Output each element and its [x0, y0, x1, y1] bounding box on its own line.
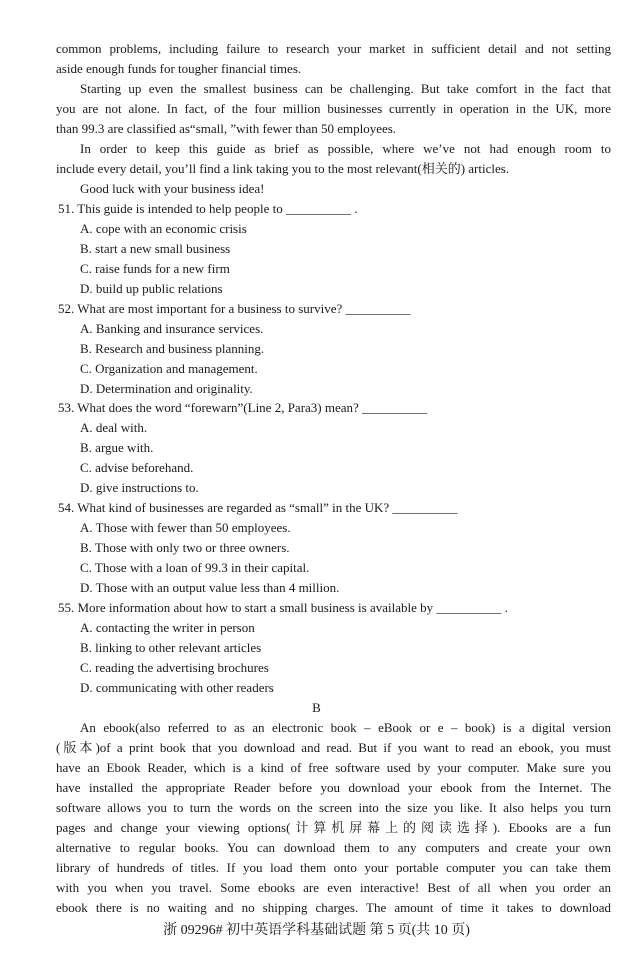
question-stem: 53. What does the word “forewarn”(Line 2, Para3) mean? __________ [58, 400, 428, 415]
option-d[interactable]: D. Those with an output value less than 4 million. [80, 580, 340, 595]
question-stem: 51. This guide is intended to help people to __________ . [58, 201, 358, 216]
option-c[interactable]: C. advise beforehand. [80, 460, 194, 475]
option-c[interactable]: C. reading the advertising brochures [80, 660, 269, 675]
option-a[interactable]: A. Banking and insurance services. [80, 321, 264, 336]
passage-line: pages and change your viewing options(计算机屏幕上的阅读选择). Ebooks are a fun [56, 820, 611, 835]
passage-line: An ebook(also referred to as an electronic book – eBook or e – book) is a digital version [80, 720, 611, 735]
passage-line: library of hundreds of titles. If you load them onto your portable computer you can take them [56, 860, 611, 875]
option-a[interactable]: A. Those with fewer than 50 employees. [80, 520, 291, 535]
passage-line: alternative to regular books. You can download them to any computers and create your own [56, 840, 611, 855]
passage-line: you are not alone. In fact, of the four million businesses currently in operation in the UK, more [56, 101, 611, 116]
passage-line: aside enough funds for tougher financial times. [56, 61, 302, 76]
option-d[interactable]: D. communicating with other readers [80, 680, 274, 695]
option-d[interactable]: D. give instructions to. [80, 480, 199, 495]
option-a[interactable]: A. contacting the writer in person [80, 620, 255, 635]
option-b[interactable]: B. Those with only two or three owners. [80, 540, 290, 555]
option-c[interactable]: C. raise funds for a new firm [80, 261, 230, 276]
option-a[interactable]: A. cope with an economic crisis [80, 221, 247, 236]
passage-line: have installed the appropriate Reader before you download your ebook from the Internet. The [56, 780, 611, 795]
passage-line: with you when you travel. Some ebooks are even interactive! Best of all when you order an [56, 880, 611, 895]
option-c[interactable]: C. Those with a loan of 99.3 in their capital. [80, 560, 310, 575]
option-b[interactable]: B. linking to other relevant articles [80, 640, 262, 655]
passage-line: Starting up even the smallest business can be challenging. But take comfort in the fact that [80, 81, 611, 96]
option-d[interactable]: D. build up public relations [80, 281, 223, 296]
question-stem: 55. More information about how to start a small business is available by __________ . [58, 600, 508, 615]
passage-line: In order to keep this guide as brief as possible, where we’ve not had enough room to [80, 141, 611, 156]
page-footer: 浙 09296# 初中英语学科基础试题 第 5 页(共 10 页) [163, 923, 470, 938]
option-c[interactable]: C. Organization and management. [80, 361, 258, 376]
passage-line: ebook there is no waiting and no shipping charges. The amount of time it takes to download [56, 900, 611, 915]
passage-line: than 99.3 are classified as“small, ”with fewer than 50 employees. [56, 121, 397, 136]
passage-line: Good luck with your business idea! [80, 181, 265, 196]
option-b[interactable]: B. argue with. [80, 440, 154, 455]
passage-line: common problems, including failure to research your market in sufficient detail and not setting [56, 41, 611, 56]
passage-line: software allows you to turn the words on the screen into the size you like. It also helps you turn [56, 800, 611, 815]
option-a[interactable]: A. deal with. [80, 420, 148, 435]
option-b[interactable]: B. start a new small business [80, 241, 231, 256]
section-heading: B [312, 700, 321, 715]
passage-line: include every detail, you’ll find a link taking you to the most relevant(相关的) articles. [56, 161, 510, 176]
option-b[interactable]: B. Research and business planning. [80, 341, 265, 356]
question-stem: 52. What are most important for a business to survive? __________ [58, 301, 411, 316]
question-stem: 54. What kind of businesses are regarded as “small” in the UK? __________ [58, 500, 458, 515]
passage-line: have an Ebook Reader, which is a kind of free software used by your computer. Make sure you [56, 760, 611, 775]
option-d[interactable]: D. Determination and originality. [80, 381, 253, 396]
passage-line: (版本)of a print book that you download and read. But if you want to read an ebook, you must [56, 740, 611, 755]
